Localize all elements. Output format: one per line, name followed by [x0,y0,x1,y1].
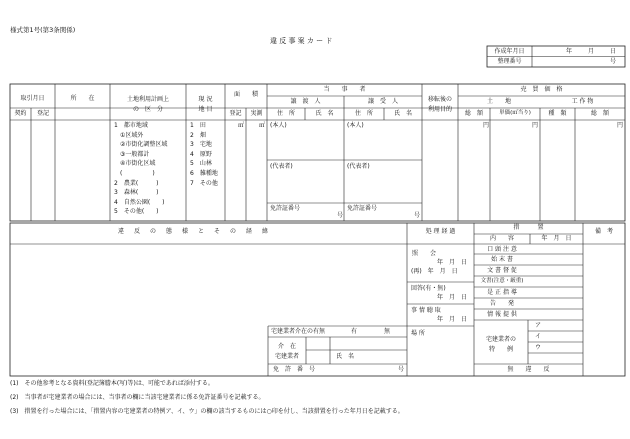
answer-date: 年 月 日 [437,294,468,301]
broker-license-unit: 号 [398,366,405,373]
answer-label: 回答(有・無) [411,285,446,292]
col-location: 所 在 [70,95,95,102]
broker-item-i: イ [535,333,542,340]
measures-content-header: 内 容 [489,235,514,242]
land-use-item: ①区域外 [120,131,144,139]
col-area: 面 積 [233,91,258,98]
transferee-principal: (本人) [347,122,364,129]
no-violation-label: 無 違 反 [507,366,550,373]
violation-section-title: 違 反 の 態 様 と そ の 経 緯 [118,228,271,235]
processing-header: 処 理 経 過 [425,228,456,235]
col-contract: 契約 [14,110,27,117]
transferor-license-unit: 号 [337,212,344,219]
measures-header: 措 置 [513,224,544,231]
land-use-item: ( ) [120,169,155,177]
hearing-label: 事 情 聴 取 [411,307,441,314]
category-item: 3 宅地 [190,141,212,149]
measure-item: 始 末 書 [491,256,513,263]
unit-price-yen: 円 [532,122,539,129]
broker-item-a: ア [535,322,542,329]
col-area-actual: 実測 [250,110,263,117]
broker-no: 無 [384,328,391,335]
col-price-land: 土 地 [486,98,511,105]
ref-number-label: 整理番号 [497,58,522,65]
measure-item: 文書(注意・厳重) [480,278,524,284]
area-actual-unit: ㎡ [259,122,266,129]
col-transferor-address: 住 所 [276,110,295,117]
transferee-license-unit: 号 [414,212,421,219]
category-item: 7 その他 [190,179,218,187]
form-title: 違 反 事 案 カ ー ド [270,37,333,45]
building-total-yen: 円 [617,122,624,129]
broker-license-label: 免 許 番 号 [273,366,316,373]
area-registered-unit: ㎡ [238,122,245,129]
col-purpose: 移転後の 利用目的 [427,96,452,113]
broker-exception-label: 宅建業者の 特 例 [485,336,516,353]
category-item: 6 雑種地 [190,169,218,177]
land-use-list [114,123,167,219]
category-item: 5 山林 [190,160,212,168]
created-date-label: 作成年月日 [494,48,525,55]
land-use-item: 1 都市地域 [114,122,148,129]
col-parties: 当 事 者 [323,86,366,93]
col-area-registered: 登記 [229,110,242,117]
col-price-building: 工 作 物 [571,98,594,105]
measure-item: 口 頭 注 意 [487,246,517,253]
transferor-principal: (本人) [270,122,287,129]
col-building-kind: 種 類 [548,110,567,117]
broker-box-label: 介 在 宅建業者 [274,343,299,360]
col-registration: 登記 [36,110,49,117]
land-use-item: 4 自然公園( ) [114,198,165,206]
inquiry-date: 年 月 日 [437,259,468,266]
broker-involved-label: 宅建業者介在の有無 [271,328,326,335]
remarks-header: 備 考 [594,228,613,235]
land-use-item: ④市街化区域 [120,160,156,168]
transferor-representative: (代表者) [270,163,293,170]
land-total-yen: 円 [483,122,490,129]
col-current-category: 現 況 地 目 [198,96,213,113]
month-label: 月 [588,48,595,55]
category-item: 2 畑 [190,131,206,139]
col-receipt-date: 取引月日 [20,95,45,102]
transferee-license-label: 免許証番号 [347,205,378,212]
inquiry-label: 照 会 [412,250,437,257]
note-2: (2) 当事者が宅建業者の場合には、当事者の欄に当該宅建業者に係る免許証番号を記載する。 [10,394,265,401]
measures-date-header: 年 月 日 [541,235,572,242]
land-use-item: 5 その他( ) [114,208,159,216]
transferor-license-label: 免許証番号 [270,205,301,212]
land-use-item: ②市街化調整区域 [120,141,168,149]
place-label: 場 所 [411,330,425,337]
col-transferee-name: 氏 名 [393,110,412,117]
col-transferee-address: 住 所 [354,110,373,117]
broker-yes: 有 [351,328,358,335]
transferee-representative: (代表者) [347,163,370,170]
col-transferor-name: 氏 名 [315,110,334,117]
col-land-total: 総 額 [464,110,483,117]
note-1: (1) その他参考となる資料(登記簿謄本(写)等)は、可能であれば添付する。 [10,380,214,387]
land-use-item: 3 森林( ) [114,189,159,197]
measure-item: 是 正 指 導 [487,289,517,296]
hearing-date: 年 月 日 [437,316,468,323]
col-transferee: 譲 受 人 [367,98,398,105]
note-3: (3) 措置を行った場合には、「措置内容の宅建業者の特例ア、イ、ウ」の欄の該当するものには○印を付し、当該措置を行った年月日を記載する。 [10,408,404,415]
col-price: 売 買 価 格 [520,86,563,93]
col-building-total: 総 額 [590,110,609,117]
inquiry-reissue-date: (再) 年 月 日 [411,268,458,275]
col-transferor: 譲 渡 人 [290,98,321,105]
year-label: 年 [566,48,573,55]
measure-item: 情 報 提 供 [487,311,517,318]
measure-item: 文 書 督 促 [487,267,517,274]
land-use-item: 2 農業( ) [114,179,159,187]
ref-number-unit: 号 [610,58,617,65]
col-unit-price: 単価(㎡当り) [499,110,531,116]
col-land-use-plan: 土地利用計画上 の 区 分 [126,96,169,113]
land-use-item: ③一般都計 [120,150,150,158]
category-list [190,123,218,190]
broker-item-u: ウ [535,344,542,351]
measure-item: 告 発 [489,300,514,307]
day-label: 日 [610,48,617,55]
category-item: 4 原野 [190,150,212,158]
broker-name-label: 氏 名 [336,353,355,360]
category-item: 1 田 [190,122,206,129]
form-number: 様式第1号(第3条関係) [10,26,76,34]
